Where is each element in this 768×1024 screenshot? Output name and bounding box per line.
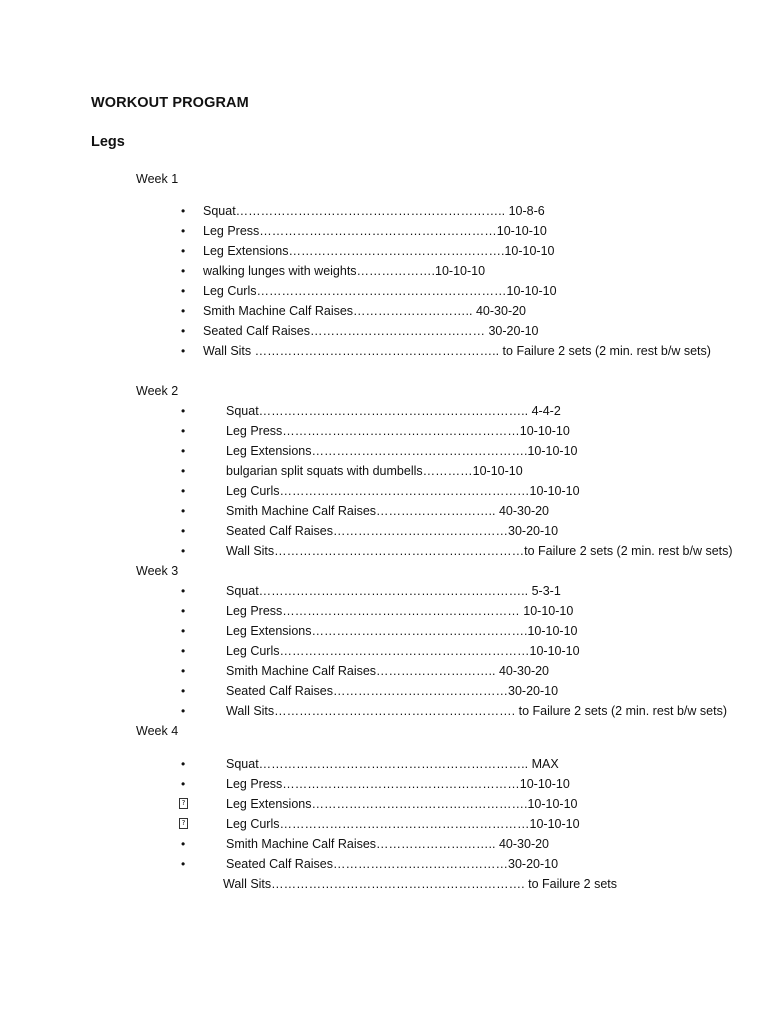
bullet-icon: • [181, 664, 186, 678]
week-1-item: Leg Curls……………………………………………………10-10-10 [203, 284, 557, 298]
bullet-icon: • [181, 544, 186, 558]
week-3-label: Week 3 [136, 564, 179, 578]
week-3-item: Wall Sits…………………………………………………. to Failure 2 sets (2 min. rest b/w sets) [226, 704, 727, 718]
week-2-item: Leg Curls……………………………………………………10-10-10 [226, 484, 580, 498]
week-1-item: Leg Extensions…………………………………………….10-10-10 [203, 244, 555, 258]
bullet-icon: • [181, 264, 186, 278]
week-2-item: bulgarian split squats with dumbells…………10-10-10 [226, 464, 523, 478]
bullet-icon: • [181, 704, 186, 718]
week-1-item: Wall Sits ………………………………………………….. to Failure 2 sets (2 min. rest b/w sets) [203, 344, 711, 358]
week-4-item: Seated Calf Raises……………………………………30-20-10 [226, 857, 559, 871]
bullet-icon: • [181, 344, 186, 358]
week-3-item: Seated Calf Raises……………………………………30-20-10 [226, 684, 559, 698]
bullet-icon: • [181, 644, 186, 658]
week-4-item: Leg Extensions…………………………………………….10-10-10 [226, 797, 578, 811]
document-title: WORKOUT PROGRAM [91, 95, 249, 111]
bullet-icon: • [181, 224, 186, 238]
week-2-item: Smith Machine Calf Raises……………………….. 40-30-20 [226, 504, 550, 518]
missing-glyph-icon: ? [179, 798, 188, 809]
bullet-icon: • [181, 604, 186, 618]
week-3-item: Smith Machine Calf Raises……………………….. 40-30-20 [226, 664, 550, 678]
week-3-item: Squat……………………………………………………….. 5-3-1 [226, 584, 561, 598]
section-heading-legs: Legs [91, 134, 125, 150]
bullet-icon: • [181, 464, 186, 478]
bullet-icon: • [181, 404, 186, 418]
week-1-item: Smith Machine Calf Raises……………………….. 40-30-20 [203, 304, 527, 318]
bullet-icon: • [181, 284, 186, 298]
week-3-item: Leg Extensions…………………………………………….10-10-10 [226, 624, 578, 638]
bullet-icon: • [181, 857, 186, 871]
bullet-icon: • [181, 244, 186, 258]
week-2-item: Leg Press…………………………………………………10-10-10 [226, 424, 570, 438]
week-1-label: Week 1 [136, 172, 179, 186]
bullet-icon: • [181, 204, 186, 218]
bullet-icon: • [181, 684, 186, 698]
week-1-item: Seated Calf Raises…………………………………… 30-20-10 [203, 324, 539, 338]
bullet-icon: • [181, 304, 186, 318]
bullet-icon: • [181, 424, 186, 438]
week-3-item: Leg Curls……………………………………………………10-10-10 [226, 644, 580, 658]
week-2-item: Squat……………………………………………………….. 4-4-2 [226, 404, 561, 418]
week-1-item: walking lunges with weights……………….10-10-10 [203, 264, 486, 278]
week-4-item: Leg Press…………………………………………………10-10-10 [226, 777, 570, 791]
bullet-icon: • [181, 757, 186, 771]
bullet-icon: • [181, 524, 186, 538]
bullet-icon: • [181, 624, 186, 638]
week-2-item: Wall Sits……………………………………………………to Failure 2 sets (2 min. rest b/w sets) [226, 544, 733, 558]
week-4-item: Squat……………………………………………………….. MAX [226, 757, 559, 771]
week-4-item: Wall Sits……………………………………………………. to Failure 2 sets [223, 877, 618, 891]
bullet-icon: • [181, 584, 186, 598]
week-4-item: Leg Curls……………………………………………………10-10-10 [226, 817, 580, 831]
week-3-item: Leg Press………………………………………………… 10-10-10 [226, 604, 574, 618]
bullet-icon: • [181, 444, 186, 458]
week-2-label: Week 2 [136, 384, 179, 398]
bullet-icon: • [181, 777, 186, 791]
week-2-item: Leg Extensions…………………………………………….10-10-10 [226, 444, 578, 458]
week-4-label: Week 4 [136, 724, 179, 738]
week-2-item: Seated Calf Raises……………………………………30-20-10 [226, 524, 559, 538]
week-1-item: Squat……………………………………………………….. 10-8-6 [203, 204, 545, 218]
bullet-icon: • [181, 484, 186, 498]
bullet-icon: • [181, 504, 186, 518]
week-1-item: Leg Press…………………………………………………10-10-10 [203, 224, 547, 238]
bullet-icon: • [181, 837, 186, 851]
bullet-icon: • [181, 324, 186, 338]
week-4-item: Smith Machine Calf Raises……………………….. 40-30-20 [226, 837, 550, 851]
missing-glyph-icon: ? [179, 818, 188, 829]
